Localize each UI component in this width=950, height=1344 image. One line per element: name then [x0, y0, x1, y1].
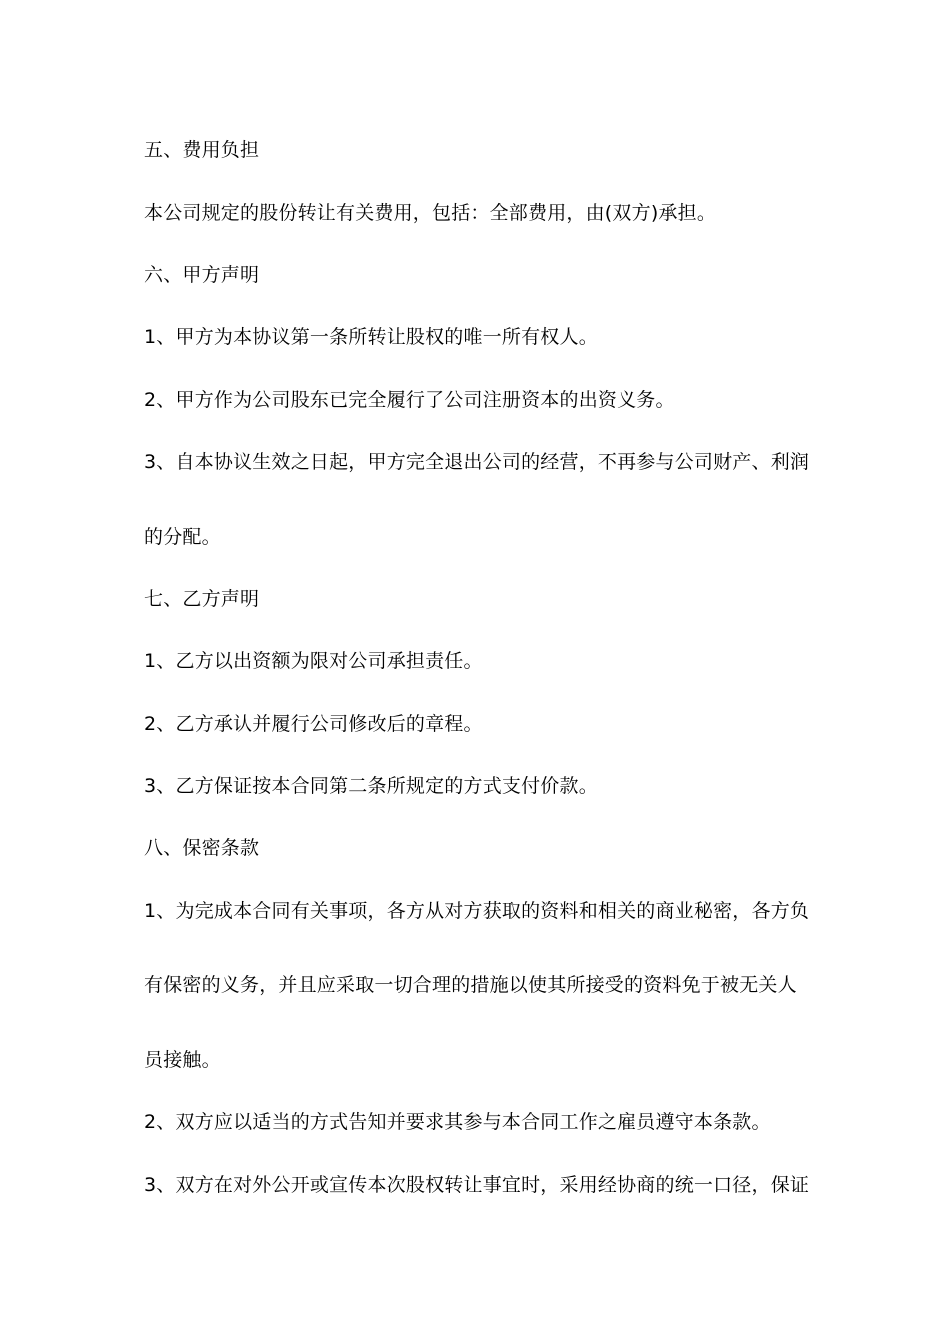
section-heading-party-a: 六、甲方声明 [144, 264, 260, 286]
clause-confidentiality-1-cont2: 员接触。 [144, 1049, 221, 1071]
section-heading-confidentiality: 八、保密条款 [144, 837, 260, 859]
clause-party-b-2: 2、乙方承认并履行公司修改后的章程。 [144, 713, 483, 735]
clause-confidentiality-1: 1、为完成本合同有关事项，各方从对方获取的资料和相关的商业秘密，各方负 [144, 900, 810, 922]
clause-party-a-2: 2、甲方作为公司股东已完全履行了公司注册资本的出资义务。 [144, 389, 675, 411]
clause-party-a-3-cont: 的分配。 [144, 526, 221, 548]
clause-confidentiality-1-cont: 有保密的义务，并且应采取一切合理的措施以使其所接受的资料免于被无关人 [144, 974, 797, 996]
section-heading-fees: 五、费用负担 [144, 139, 260, 161]
clause-party-b-3: 3、乙方保证按本合同第二条所规定的方式支付价款。 [144, 775, 598, 797]
clause-party-a-1: 1、甲方为本协议第一条所转让股权的唯一所有权人。 [144, 326, 598, 348]
clause-party-a-3: 3、自本协议生效之日起，甲方完全退出公司的经营，不再参与公司财产、利润 [144, 451, 810, 473]
paragraph-fees: 本公司规定的股份转让有关费用，包括：全部费用，由(双方)承担。 [144, 202, 717, 224]
clause-party-b-1: 1、乙方以出资额为限对公司承担责任。 [144, 650, 483, 672]
section-heading-party-b: 七、乙方声明 [144, 588, 260, 610]
clause-confidentiality-3: 3、双方在对外公开或宣传本次股权转让事宜时，采用经协商的统一口径，保证 [144, 1174, 810, 1196]
clause-confidentiality-2: 2、双方应以适当的方式告知并要求其参与本合同工作之雇员遵守本条款。 [144, 1111, 771, 1133]
